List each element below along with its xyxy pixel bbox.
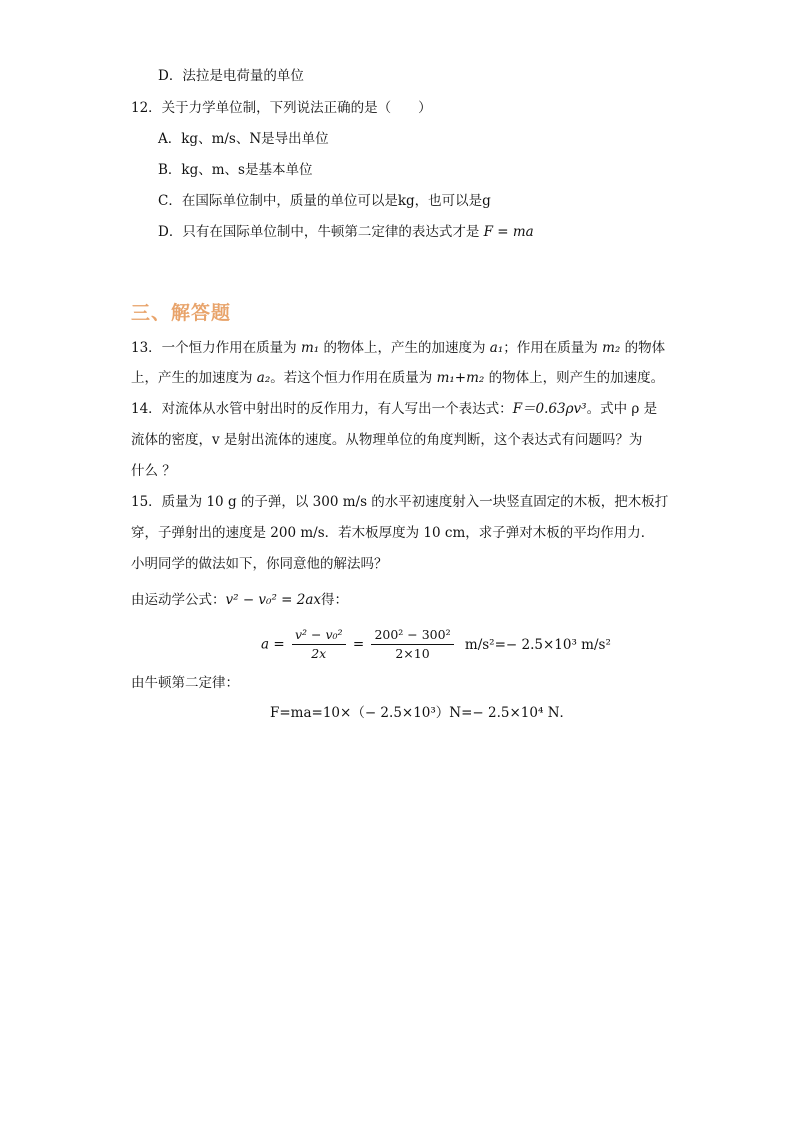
q13-text-1c: ；作用在质量为 [503,340,603,356]
q14-line-3: 什么 ？ [131,463,176,479]
q14-line-2: 流体的密度，v 是射出流体的速度。从物理单位的角度判断，这个表达式有问题吗？为 [131,432,643,448]
q15-kinematics-formula: v² − v₀² = 2ax [225,592,322,608]
q15-eq-lhs: a = [261,636,285,653]
q13-m1m2: m₁+m₂ [436,370,485,386]
q15-newton-label: 由牛顿第二定律： [131,675,239,691]
q12-option-c: C．在国际单位制中，质量的单位可以是kg，也可以是g [158,193,491,209]
q13-text-1d: 的物体 [620,340,666,356]
q15-fraction-2-denominator: 2×10 [395,646,430,661]
q13-text-2b: 。若这个恒力作用在质量为 [270,370,437,386]
q13-line-1 [131,338,665,358]
q12-option-a: A．kg、m/s、N是导出单位 [158,131,329,147]
q15-kinematics-label: 由运动学公式： [131,592,226,608]
q13-m2: m₂ [602,340,621,356]
q15-newton-equation: F=ma=10×（− 2.5×10³）N=− 2.5×10⁴ N． [270,705,574,721]
q12-stem: 12．关于力学单位制，下列说法正确的是（ ） [131,100,432,116]
q12-option-b: B．kg、m、s是基本单位 [158,162,313,178]
q13-text-2c: 的物体上，则产生的加速度。 [484,370,665,386]
q15-kinematics-line [131,590,348,610]
q14-line-1 [131,399,657,419]
q15-line-1: 15．质量为 10 g 的子弹，以 300 m/s 的水平初速度射入一块竖直固定的木板，把木板打 [131,494,669,510]
q15-kinematics-suffix: 得： [321,592,349,608]
q11-option-d: D．法拉是电荷量的单位 [158,68,304,84]
q15-fraction-1 [292,627,346,662]
q13-m1: m₁ [300,340,320,356]
q13-line-2 [131,368,664,388]
q15-line-3: 小明同学的做法如下，你同意他的解法吗？ [131,556,388,572]
q15-eq-equals: = [352,636,365,653]
q13-a2: a₂ [256,370,271,386]
q12-option-d [158,222,534,242]
q15-fraction-2-numerator: 200² − 300² [371,627,453,645]
q15-line-2: 穿，子弹射出的速度是 200 m/s．若木板厚度为 10 cm，求子弹对木板的平均作用力． [131,525,655,541]
q13-a1: a₁ [489,340,504,356]
q15-fraction-1-denominator: 2x [311,646,327,661]
q12-option-d-text: D．只有在国际单位制中，牛顿第二定律的表达式才是 [158,224,480,240]
q15-fraction-2 [371,627,453,662]
q15-acceleration-equation [261,627,611,662]
q15-fraction-1-numerator: v² − v₀² [292,627,346,645]
q12-option-d-formula: F = ma [483,224,534,240]
q15-eq-result: m/s²=− 2.5×10³ m/s² [464,636,611,653]
q13-text-1a: 13．一个恒力作用在质量为 [131,340,301,356]
q14-text-1b: 。式中 ρ 是 [586,401,658,417]
q13-text-2a: 上，产生的加速度为 [131,370,257,386]
q14-formula: F＝0.63ρv³ [512,401,587,417]
q14-text-1a: 14．对流体从水管中射出时的反作用力，有人写出一个表达式： [131,401,513,417]
q13-text-1b: 的物体上，产生的加速度为 [319,340,490,356]
section-title: 三、解答题 [131,302,232,324]
